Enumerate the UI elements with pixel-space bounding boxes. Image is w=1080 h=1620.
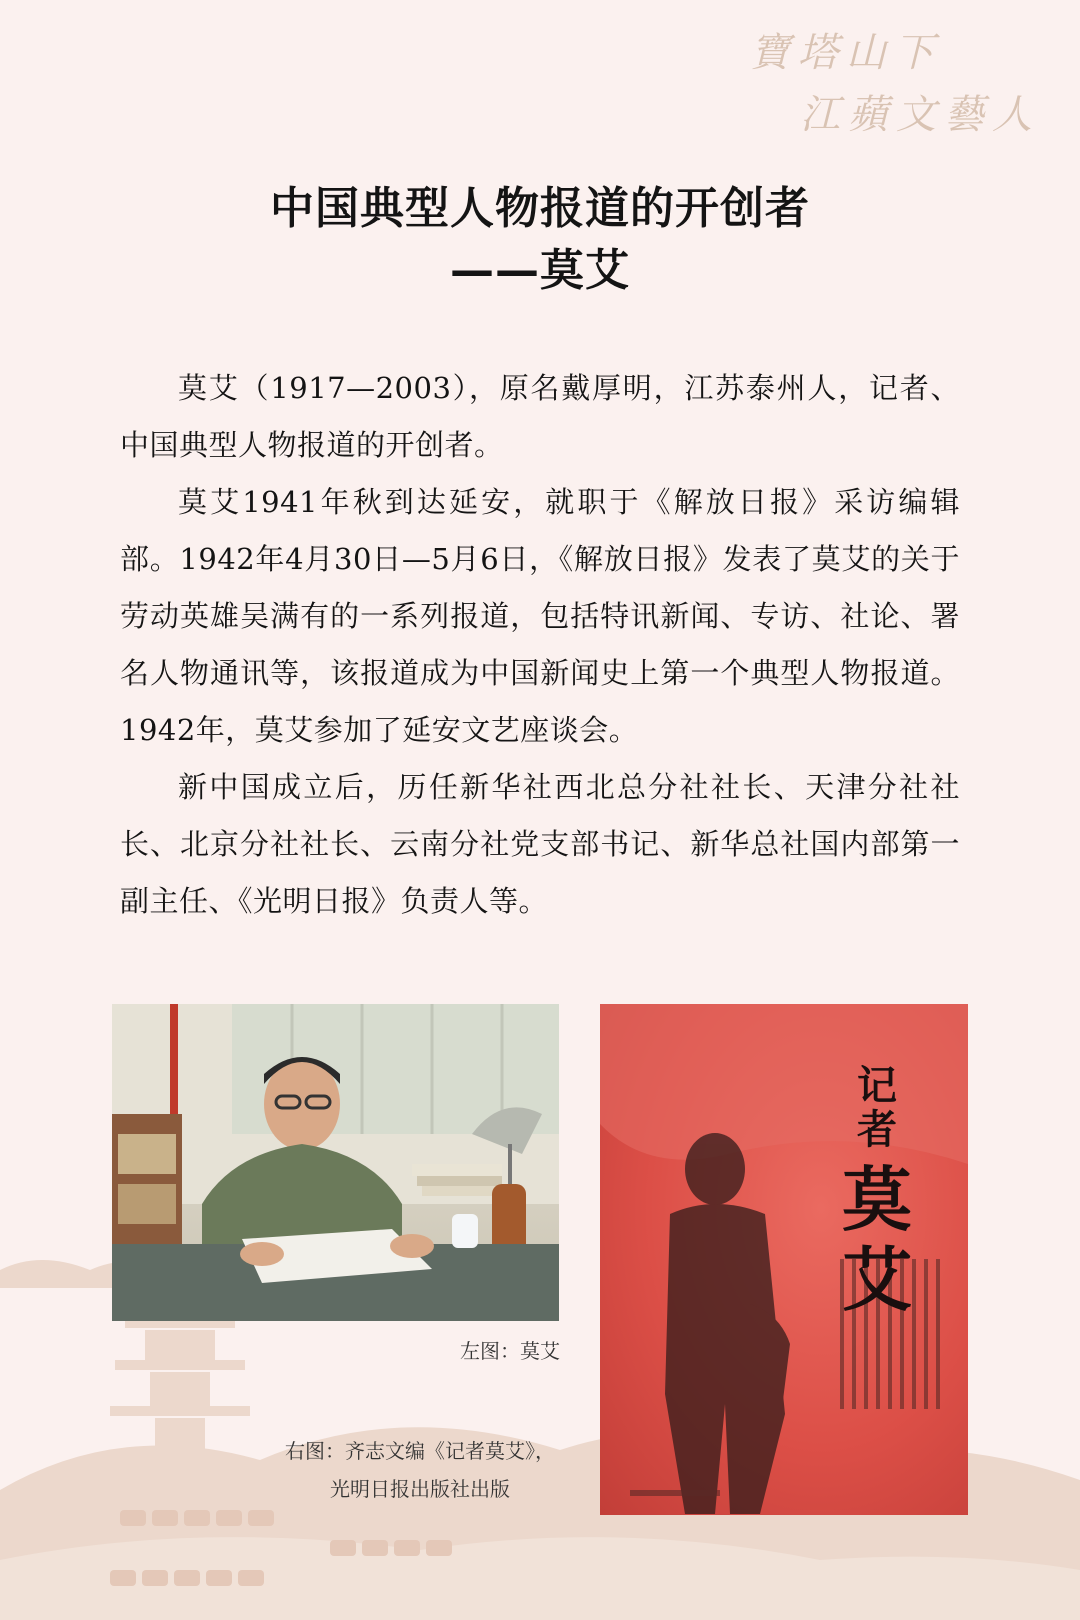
portrait-photo — [112, 1004, 559, 1321]
book-cover — [600, 1004, 968, 1515]
title-line-2: ——莫艾 — [450, 245, 630, 296]
portrait-illustration — [112, 1004, 559, 1321]
paragraph-1: 莫艾（1917—2003），原名戴厚明，江苏泰州人，记者、中国典型人物报道的开创者。 — [120, 371, 960, 462]
cover-title-big: 莫艾 — [842, 1158, 912, 1321]
seal-line-1: 寶塔山下 — [750, 30, 942, 76]
caption-right-line-1: 右图：齐志文编《记者莫艾》， — [285, 1439, 555, 1463]
caption-right-line-2: 光明日报出版社出版 — [330, 1477, 510, 1501]
caption-right — [250, 1432, 590, 1508]
article-body — [120, 360, 960, 930]
title-line-1: 中国典型人物报道的开创者 — [270, 183, 810, 234]
caption-left: 左图：莫艾 — [460, 1339, 560, 1363]
calligraphy-seal — [750, 22, 1040, 146]
cover-figure-illustration — [600, 1004, 968, 1515]
cover-title — [842, 1064, 912, 1320]
cover-title-small: 记者 — [857, 1062, 897, 1153]
page-title — [0, 178, 1080, 302]
paragraph-2: 莫艾1941年秋到达延安，就职于《解放日报》采访编辑部。1942年4月30日—5月6日，《解放日报》发表了莫艾的关于劳动英雄吴满有的一系列报道，包括特讯新闻、专访、社论、署名人物通讯等，该报道成为中国新闻史上第一个典型人物报道。1942年，莫艾参加了延安文艺座谈会。 — [120, 485, 960, 747]
seal-line-2: 江蘋文藝人 — [800, 92, 1040, 138]
paragraph-3: 新中国成立后，历任新华社西北总分社社长、天津分社社长、北京分社社长、云南分社党支部书记、新华总社国内部第一副主任、《光明日报》负责人等。 — [120, 770, 960, 918]
